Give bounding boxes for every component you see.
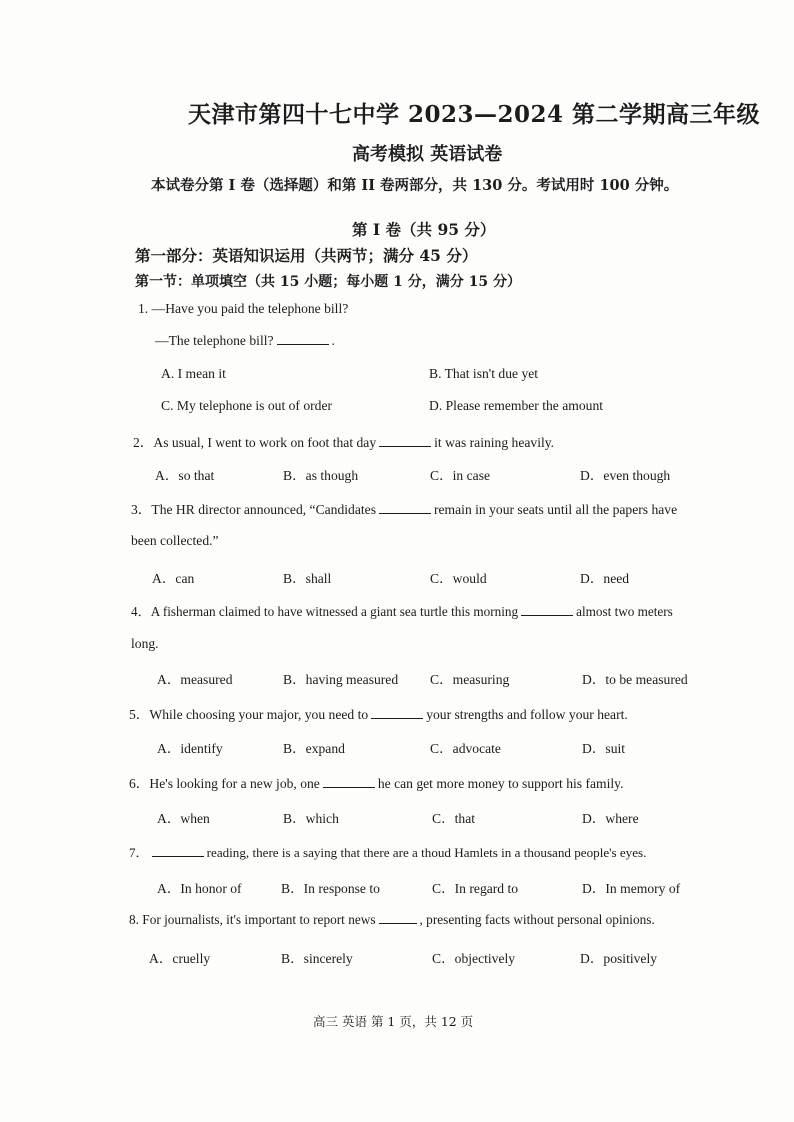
question-1-option-a: A. I mean it bbox=[161, 366, 226, 381]
question-8-option-c: C．objectively bbox=[432, 951, 516, 966]
question-1-stem: —The telephone bill? bbox=[155, 333, 274, 348]
question-7-option-b: B．In response to bbox=[281, 881, 380, 896]
exam-intro: 本试卷分第 I 卷（选择题）和第 II 卷两部分，共 130 分。考试用时 100 分钟。 bbox=[151, 177, 679, 194]
question-8-option-a: A．cruelly bbox=[149, 951, 211, 966]
question-7-number: 7． bbox=[129, 845, 149, 860]
question-7 bbox=[129, 842, 646, 861]
section-heading: 第一节：单项填空（共 15 小题；每小题 1 分，满分 15 分） bbox=[135, 274, 521, 290]
question-4-option-d: D．to be measured bbox=[582, 672, 688, 687]
question-5-option-b: B．expand bbox=[283, 741, 345, 756]
question-4-option-c: C．measuring bbox=[430, 672, 510, 687]
question-2-option-d: D．even though bbox=[580, 468, 671, 483]
question-2-stem-end: it was raining heavily. bbox=[434, 435, 555, 450]
question-4-continued: long. bbox=[131, 636, 159, 651]
question-6-stem-end: he can get more money to support his family. bbox=[377, 776, 624, 791]
answer-blank bbox=[323, 776, 375, 788]
question-5-option-d: D．suit bbox=[582, 741, 626, 756]
question-2-option-c: C．in case bbox=[430, 468, 491, 483]
question-8-stem: 8. For journalists, it's important to report news bbox=[129, 912, 376, 927]
question-2-option-b: B．as though bbox=[283, 468, 359, 483]
answer-blank bbox=[521, 604, 573, 616]
question-8 bbox=[129, 912, 655, 928]
question-4-option-b: B．having measured bbox=[283, 672, 399, 687]
question-1-option-c: C. My telephone is out of order bbox=[161, 398, 333, 413]
question-6 bbox=[129, 772, 623, 792]
page-footer: 高三 英语 第 1 页，共 12 页 bbox=[313, 1014, 474, 1029]
question-7-stem: reading, there is a saying that there are a thoud Hamlets in a thousand people's eyes. bbox=[206, 845, 647, 860]
question-3-continued: been collected.” bbox=[131, 533, 219, 548]
answer-blank bbox=[277, 333, 329, 345]
question-4 bbox=[131, 601, 673, 620]
part-heading: 第一部分：英语知识运用（共两节；满分 45 分） bbox=[135, 246, 478, 265]
question-6-option-c: C．that bbox=[432, 811, 476, 826]
question-1-line2 bbox=[155, 333, 335, 349]
question-1-end: . bbox=[331, 333, 335, 348]
question-6-option-b: B．which bbox=[283, 811, 339, 826]
question-2-stem: 2．As usual, I went to work on foot that day bbox=[133, 435, 377, 450]
question-2-option-a: A．so that bbox=[155, 468, 215, 483]
question-5-option-c: C．advocate bbox=[430, 741, 501, 756]
question-8-option-b: B．sincerely bbox=[281, 951, 353, 966]
answer-blank bbox=[379, 502, 431, 514]
question-2 bbox=[133, 431, 554, 451]
question-5-stem-end: your strengths and follow your heart. bbox=[426, 707, 628, 722]
question-6-option-d: D．where bbox=[582, 811, 639, 826]
answer-blank bbox=[152, 845, 204, 857]
question-6-stem: 6．He's looking for a new job, one bbox=[129, 776, 320, 791]
question-1-line1: 1. —Have you paid the telephone bill? bbox=[138, 301, 349, 316]
question-3 bbox=[131, 498, 677, 518]
question-4-stem-end: almost two meters bbox=[576, 604, 673, 619]
question-8-option-d: D．positively bbox=[580, 951, 658, 966]
question-3-option-c: C．would bbox=[430, 571, 487, 586]
question-1-option-d: D. Please remember the amount bbox=[429, 398, 604, 413]
question-5-option-a: A．identify bbox=[157, 741, 223, 756]
exam-subtitle: 高考模拟 英语试卷 bbox=[352, 144, 503, 165]
question-6-option-a: A．when bbox=[157, 811, 210, 826]
question-3-stem-end: remain in your seats until all the papers have bbox=[434, 502, 678, 517]
question-8-stem-end: , presenting facts without personal opinions. bbox=[419, 912, 655, 927]
question-4-option-a: A．measured bbox=[157, 672, 233, 687]
volume-heading: 第 I 卷（共 95 分） bbox=[352, 220, 496, 239]
answer-blank bbox=[379, 912, 417, 924]
question-3-option-d: D．need bbox=[580, 571, 630, 586]
question-5-stem: 5．While choosing your major, you need to bbox=[129, 707, 369, 722]
question-1-option-b: B. That isn't due yet bbox=[429, 366, 539, 381]
answer-blank bbox=[371, 707, 423, 719]
question-7-option-d: D．In memory of bbox=[582, 881, 681, 896]
question-7-option-c: C．In regard to bbox=[432, 881, 519, 896]
question-7-option-a: A．In honor of bbox=[157, 881, 242, 896]
exam-title: 天津市第四十七中学 2023—2024 第二学期高三年级 bbox=[188, 101, 761, 128]
question-3-stem: 3．The HR director announced, “Candidates bbox=[131, 502, 376, 517]
question-5 bbox=[129, 703, 628, 723]
question-3-option-a: A．can bbox=[152, 571, 195, 586]
question-4-stem: 4．A fisherman claimed to have witnessed a giant sea turtle this morning bbox=[131, 604, 519, 619]
answer-blank bbox=[379, 435, 431, 447]
question-3-option-b: B．shall bbox=[283, 571, 332, 586]
